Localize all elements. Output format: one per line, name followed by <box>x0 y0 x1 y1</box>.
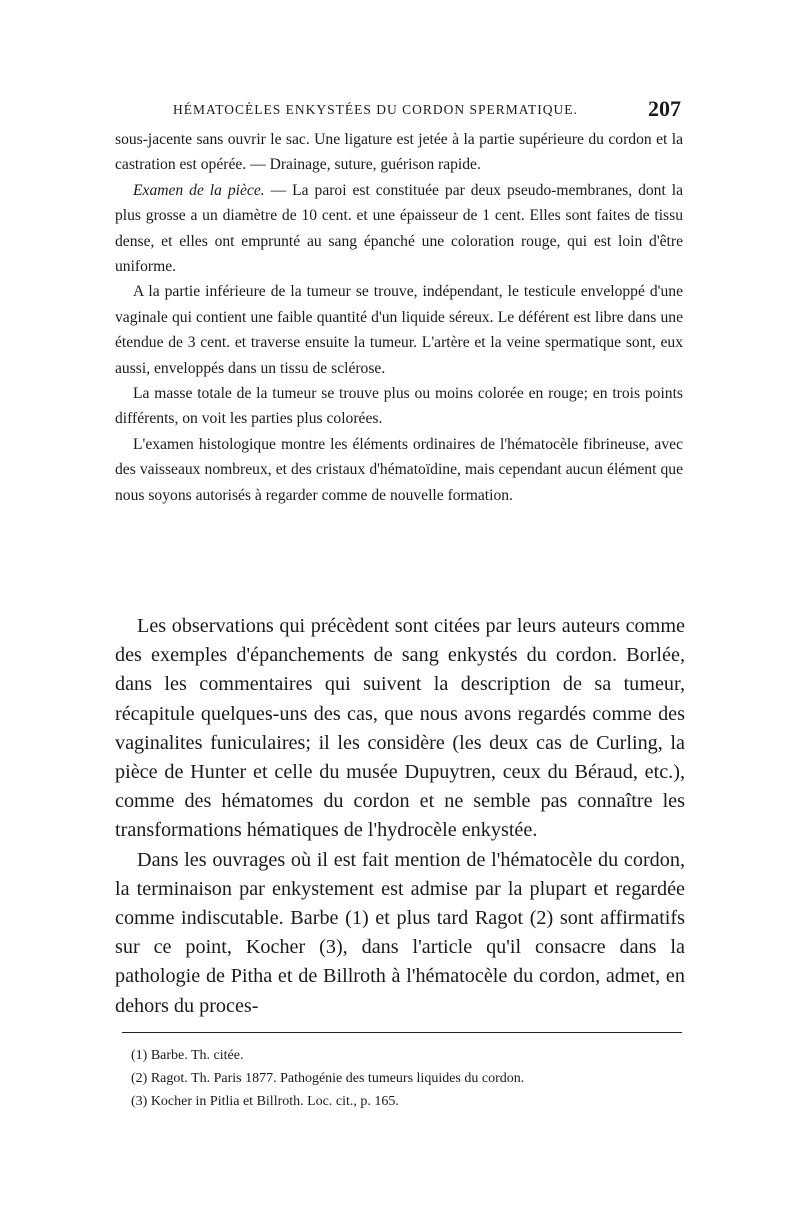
footnote-divider <box>122 1032 682 1033</box>
paragraph: Les observations qui précèdent sont citées par leurs auteurs comme des exemples d'épanchements de sang enkystés du cordon. Borlée, dans les commentaires qui suivent la description de sa tumeur, récapitule quelques-uns des cas, que nous avons regardés comme des vaginalites funiculaires; il les considère (les deux cas de Curling, la pièce de Hunter et celle du musée Dupuytren, ceux du Béraud, etc.), comme des hématomes du cordon et ne semble pas connaître les transformations hématiques de l'hydrocèle enkystée. <box>115 615 685 842</box>
page-header <box>115 98 685 124</box>
paragraph: L'examen histologique montre les éléments ordinaires de l'hématocèle fibrineuse, avec des vaisseaux nombreux, et des cristaux d'hématoïdine, mais cependant aucun élément que nous soyons autorisés à regarder comme de nouvelle formation. <box>115 435 683 504</box>
footnote: (1) Barbe. Th. citée. <box>131 1048 244 1063</box>
running-head: HÉMATOCÈLES ENKYSTÉES DU CORDON SPERMATIQUE. <box>173 102 578 117</box>
footnote: (3) Kocher in Pitlia et Billroth. Loc. cit., p. 165. <box>131 1094 399 1109</box>
main-text <box>115 612 685 1021</box>
paragraph: Dans les ouvrages où il est fait mention de l'hématocèle du cordon, la terminaison par enkystement est admise par la plupart et regardée comme indiscutable. Barbe (1) et plus tard Ragot (2) sont affirmatifs sur ce point, Kocher (3), dans l'article qu'il consacre dans la pathologie de Pitha et de Billroth à l'hématocèle du cordon, admet, en dehors du proces- <box>115 848 685 1017</box>
paragraph-body: — La paroi est constituée par deux pseudo-membranes, dont la plus grosse a un diamètre de 10 cent. et une épaisseur de 1 cent. Elles sont faites de tissu dense, et elles ont emprunté au sang épanché une coloration rouge, qui est loin d'être uniforme. <box>115 181 683 276</box>
observation-text <box>115 127 683 508</box>
paragraph: A la partie inférieure de la tumeur se trouve, indépendant, le testicule enveloppé d'une vaginale qui contient une faible quantité d'un liquide séreux. Le déférent est libre dans une étendue de 3 cent. et traverse ensuite la tumeur. L'artère et la veine spermatique sont, eux aussi, enveloppés dans un tissu de sclérose. <box>115 283 683 377</box>
paragraph <box>115 178 683 280</box>
footnote: (2) Ragot. Th. Paris 1877. Pathogénie des tumeurs liquides du cordon. <box>131 1071 525 1086</box>
paragraph: La masse totale de la tumeur se trouve plus ou moins colorée en rouge; en trois points différents, on voit les parties plus colorées. <box>115 385 683 428</box>
paragraph: sous-jacente sans ouvrir le sac. Une ligature est jetée à la partie supérieure du cordon et la castration est opérée. — Drainage, suture, guérison rapide. <box>115 131 683 174</box>
section-lead: Examen de la pièce. <box>133 181 265 199</box>
page-number: 207 <box>648 96 681 121</box>
footnotes <box>131 1044 691 1113</box>
